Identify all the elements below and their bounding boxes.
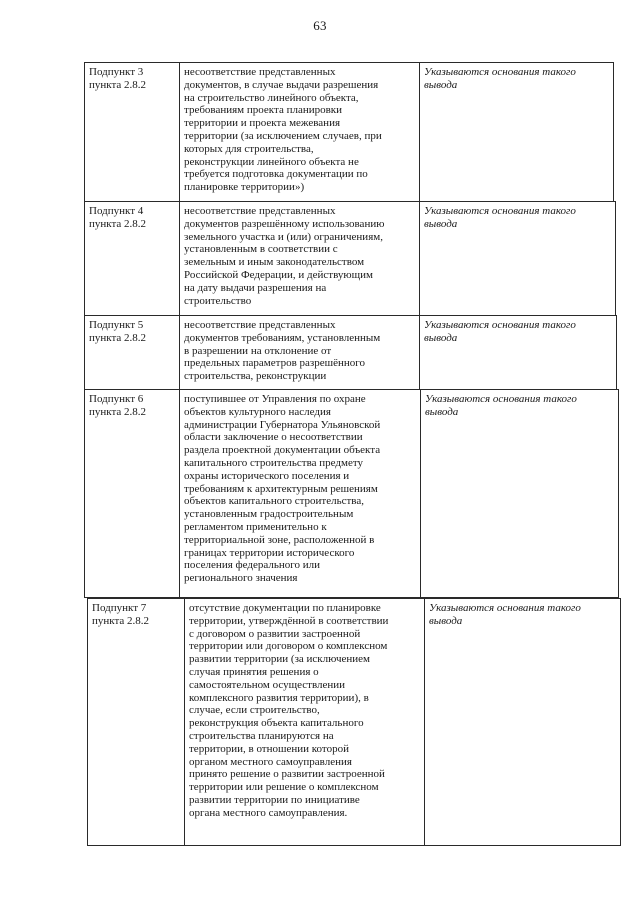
reason-cell xyxy=(180,390,421,597)
reason-cell-line: планировке территории») xyxy=(184,181,305,194)
note-cell xyxy=(420,316,616,389)
item-cell-line: Подпункт 6 xyxy=(89,393,144,405)
table-row xyxy=(84,62,614,202)
reason-cell-line: развитии территории по инициативе xyxy=(189,793,360,806)
item-cell-line: пункта 2.8.2 xyxy=(89,331,147,344)
table-row xyxy=(87,598,621,846)
note-cell xyxy=(420,63,613,201)
reason-cell-line: области заключение о несоответствии xyxy=(184,431,363,444)
table-row xyxy=(84,201,616,316)
item-cell-line: Подпункт 3 xyxy=(89,66,144,78)
note-cell xyxy=(425,599,620,845)
reason-cell-line: территориальной зоне, расположенной в xyxy=(184,533,375,546)
table-row xyxy=(84,315,617,390)
reason-cell-line: документов, в случае выдачи разрешения xyxy=(184,78,379,91)
item-cell xyxy=(85,316,180,389)
item-cell xyxy=(85,202,180,315)
reason-cell-line: реконструкции линейного объекта не xyxy=(184,155,359,168)
reason-cell-line: требованиям проекта планировки xyxy=(184,104,343,117)
note-cell-line: Указываются основания такого xyxy=(424,205,576,217)
reason-cell-line: принято решение о развитии застроенной xyxy=(189,768,385,781)
reason-cell-line: администрации Губернатора Ульяновской xyxy=(184,418,381,431)
item-cell-line: Подпункт 4 xyxy=(89,205,144,217)
reason-cell xyxy=(180,316,420,389)
reason-cell-line: органа местного самоуправления. xyxy=(189,806,348,819)
item-cell xyxy=(85,63,180,201)
note-cell xyxy=(421,390,618,597)
reason-cell-line: территории или договором о комплексном xyxy=(189,640,388,653)
reason-cell-line: самостоятельном осуществлении xyxy=(189,678,346,691)
item-cell xyxy=(88,599,185,845)
note-cell-line: вывода xyxy=(424,331,458,344)
reason-cell-line: предельных параметров разрешённого xyxy=(184,357,365,370)
reason-cell-line: регламентом применительно к xyxy=(184,520,327,533)
reason-cell-line: документов разрешённому использованию xyxy=(184,217,385,230)
reason-cell-line: несоответствие представленных xyxy=(184,66,336,78)
reason-cell-line: земельным и иным законодательством xyxy=(184,256,365,269)
reason-cell-line: установленным градостроительным xyxy=(184,508,354,521)
reason-cell-line: земельного участка и (или) ограничениям, xyxy=(184,230,383,243)
reason-cell-line: случая принятия решения о xyxy=(189,665,319,678)
reason-cell-line: развитии территории (за исключением xyxy=(189,653,370,666)
reason-cell-line: с договором о развитии застроенной xyxy=(189,627,361,640)
note-cell-line: Указываются основания такого xyxy=(425,393,577,405)
reason-cell-line: на дату выдачи разрешения на xyxy=(184,281,327,294)
reason-cell-line: несоответствие представленных xyxy=(184,319,336,331)
reason-cell-line: территории, в отношении которой xyxy=(189,742,349,755)
item-cell-line: пункта 2.8.2 xyxy=(89,78,147,91)
reason-cell xyxy=(180,202,420,315)
item-cell-line: пункта 2.8.2 xyxy=(92,614,150,627)
reason-cell-line: реконструкция объекта капитального xyxy=(189,717,364,730)
note-cell xyxy=(420,202,615,315)
reason-cell-line: комплексного развития территории), в xyxy=(189,691,369,704)
note-cell-line: вывода xyxy=(424,217,458,230)
reason-cell-line: органом местного самоуправления xyxy=(189,755,352,768)
reason-cell-line: поступившее от Управления по охране xyxy=(184,393,366,405)
reason-cell-line: территории и проекта межевания xyxy=(184,117,341,130)
reason-cell-line: территории, утверждённой в соответствии xyxy=(189,614,389,627)
reason-cell-line: объектов культурного наследия xyxy=(184,405,331,418)
reason-cell-line: в разрешении на отклонение от xyxy=(184,344,332,357)
reason-cell-line: строительства, реконструкции xyxy=(184,370,327,383)
table-row xyxy=(84,389,619,598)
reason-cell-line: капитального строительства предмету xyxy=(184,456,363,469)
reason-cell xyxy=(185,599,425,845)
note-cell-line: Указываются основания такого xyxy=(424,66,576,78)
reason-cell-line: регионального значения xyxy=(184,572,298,585)
item-cell-line: Подпункт 5 xyxy=(89,319,144,331)
reason-cell-line: случае, если строительство, xyxy=(189,704,320,717)
reason-cell-line: раздела проектной документации объекта xyxy=(184,444,381,457)
note-cell-line: вывода xyxy=(424,78,458,91)
item-cell-line: Подпункт 7 xyxy=(92,602,147,614)
reason-cell-line: границах территории исторического xyxy=(184,546,355,559)
reason-cell xyxy=(180,63,420,201)
reason-cell-line: Российской Федерации, и действующим xyxy=(184,268,373,281)
item-cell-line: пункта 2.8.2 xyxy=(89,217,147,230)
reason-cell-line: объектов капитального строительства, xyxy=(184,495,364,508)
reason-cell-line: требуется подготовка документации по xyxy=(184,168,368,181)
page-number: 63 xyxy=(313,18,327,33)
reason-cell-line: территории или решение о комплексном xyxy=(189,781,379,794)
note-cell-line: вывода xyxy=(425,405,459,418)
note-cell-line: Указываются основания такого xyxy=(424,319,576,331)
reason-cell-line: поселения федерального или xyxy=(184,559,320,572)
reason-cell-line: строительства планируются на xyxy=(189,729,334,742)
reason-cell-line: установленным в соответствии с xyxy=(184,243,338,256)
item-cell-line: пункта 2.8.2 xyxy=(89,405,147,418)
note-cell-line: Указываются основания такого xyxy=(429,602,581,614)
note-cell-line: вывода xyxy=(429,614,463,627)
reason-cell-line: которых для строительства, xyxy=(184,142,314,155)
reason-cell-line: отсутствие документации по планировке xyxy=(189,602,381,614)
reason-cell-line: документов требованиям, установленным xyxy=(184,331,381,344)
reason-cell-line: несоответствие представленных xyxy=(184,205,336,217)
reason-cell-line: охраны исторического поселения и xyxy=(184,469,350,482)
reason-cell-line: территории (за исключением случаев, при xyxy=(184,129,382,142)
reason-cell-line: требованиям к архитектурным решениям xyxy=(184,482,378,495)
reason-cell-line: на строительство линейного объекта, xyxy=(184,91,359,104)
item-cell xyxy=(85,390,180,597)
reason-cell-line: строительство xyxy=(184,294,252,307)
